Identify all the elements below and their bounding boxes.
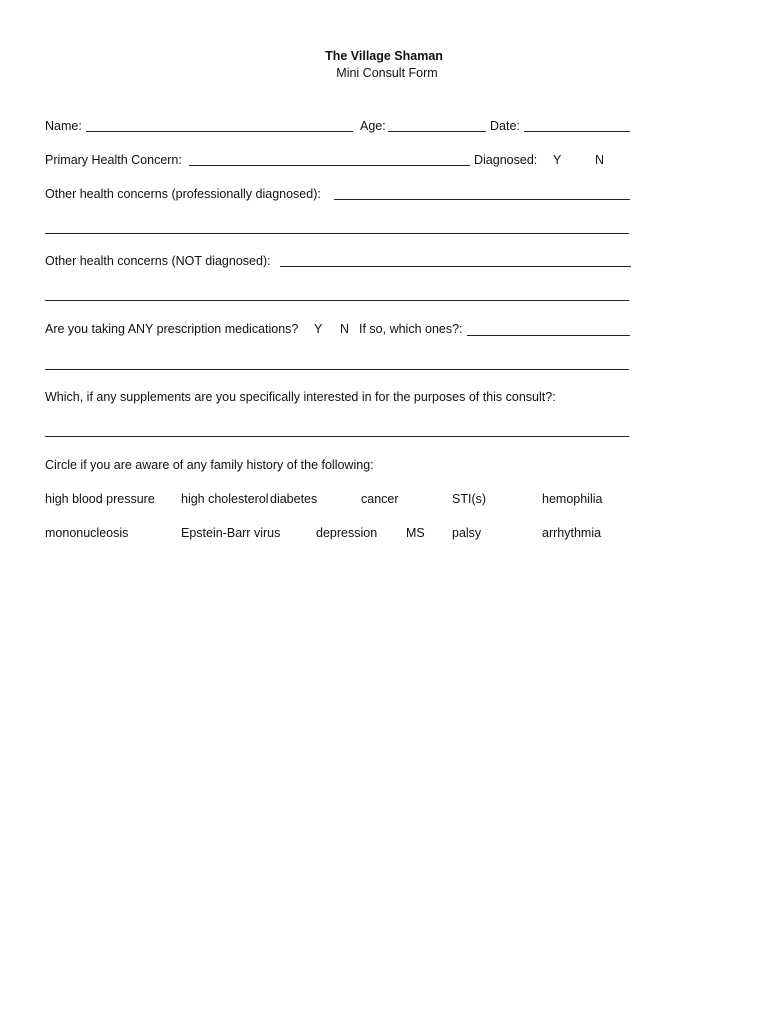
condition-ms[interactable]: MS bbox=[406, 526, 425, 540]
other-not-diagnosed-field-line-2[interactable] bbox=[45, 300, 629, 301]
condition-high-blood-pressure[interactable]: high blood pressure bbox=[45, 492, 155, 506]
form-title: The Village Shaman bbox=[325, 49, 443, 63]
prescription-yes-option[interactable]: Y bbox=[314, 322, 323, 336]
other-professional-field-line-2[interactable] bbox=[45, 233, 629, 234]
family-history-label: Circle if you are aware of any family history of the following: bbox=[45, 458, 374, 472]
condition-mononucleosis[interactable]: mononucleosis bbox=[45, 526, 129, 540]
age-field[interactable] bbox=[388, 131, 486, 132]
condition-high-cholesterol[interactable]: high cholesterol bbox=[181, 492, 269, 506]
prescription-no-option[interactable]: N bbox=[340, 322, 350, 336]
date-field[interactable] bbox=[524, 131, 630, 132]
condition-sti[interactable]: STI(s) bbox=[452, 492, 487, 506]
condition-epstein-barr[interactable]: Epstein-Barr virus bbox=[181, 526, 281, 540]
condition-diabetes[interactable]: diabetes bbox=[270, 492, 318, 506]
prescription-label: Are you taking ANY prescription medications? bbox=[45, 322, 299, 336]
supplements-field[interactable] bbox=[45, 436, 629, 437]
name-label: Name: bbox=[45, 119, 82, 133]
other-not-diagnosed-label: Other health concerns (NOT diagnosed): bbox=[45, 254, 271, 268]
other-professional-field[interactable] bbox=[334, 199, 630, 200]
which-ones-field-line-2[interactable] bbox=[45, 369, 629, 370]
condition-palsy[interactable]: palsy bbox=[452, 526, 482, 540]
diagnosed-label: Diagnosed: bbox=[474, 153, 538, 167]
age-label: Age: bbox=[360, 119, 386, 133]
which-ones-label: If so, which ones?: bbox=[359, 322, 463, 336]
supplements-label: Which, if any supplements are you specifically interested in for the purposes of this consult?: bbox=[45, 390, 556, 404]
diagnosed-yes-option[interactable]: Y bbox=[553, 153, 562, 167]
condition-arrhythmia[interactable]: arrhythmia bbox=[542, 526, 602, 540]
name-field[interactable] bbox=[86, 131, 353, 132]
condition-cancer[interactable]: cancer bbox=[361, 492, 399, 506]
other-not-diagnosed-field[interactable] bbox=[280, 266, 631, 267]
primary-concern-field[interactable] bbox=[189, 165, 470, 166]
other-professional-label: Other health concerns (professionally diagnosed): bbox=[45, 187, 321, 201]
condition-hemophilia[interactable]: hemophilia bbox=[542, 492, 603, 506]
date-label: Date: bbox=[490, 119, 520, 133]
form-subtitle: Mini Consult Form bbox=[336, 66, 438, 80]
condition-depression[interactable]: depression bbox=[316, 526, 378, 540]
primary-concern-label: Primary Health Concern: bbox=[45, 153, 182, 167]
diagnosed-no-option[interactable]: N bbox=[595, 153, 605, 167]
which-ones-field[interactable] bbox=[467, 335, 630, 336]
